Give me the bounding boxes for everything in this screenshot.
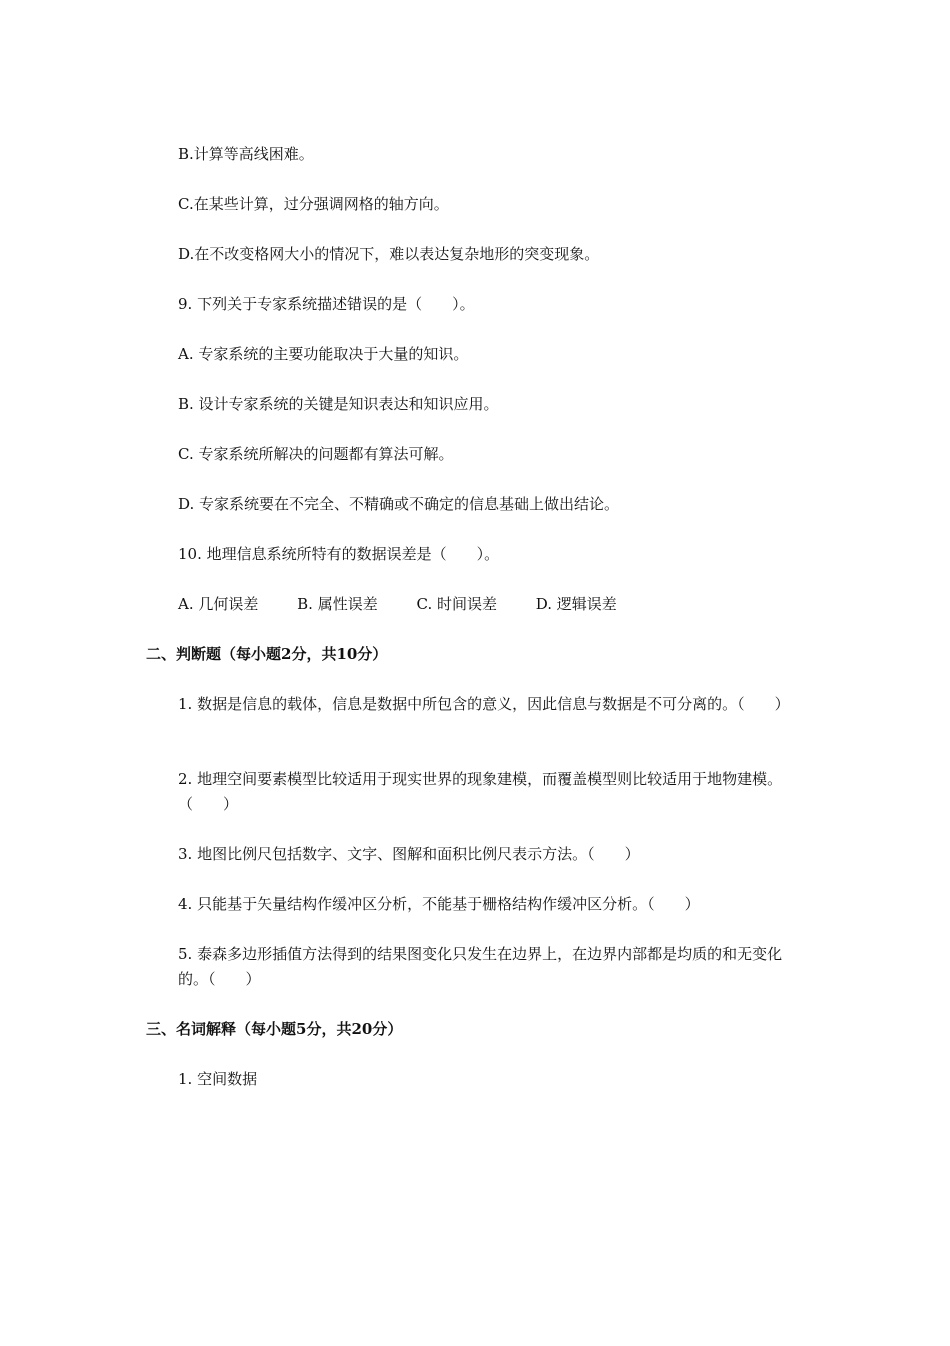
q10-option-a: A. 几何误差 [178, 595, 259, 613]
q10-option-d: D. 逻辑误差 [535, 595, 617, 613]
section2-item-2: 2. 地理空间要素模型比较适用于现实世界的现象建模，而覆盖模型则比较适用于地物建模。（ ） [178, 770, 783, 813]
section2-title: 二、判断题（每小题2分，共10分） [146, 645, 388, 663]
section3-title: 三、名词解释（每小题5分，共20分） [146, 1020, 403, 1038]
q9-option-a: A. 专家系统的主要功能取决于大量的知识。 [178, 345, 469, 363]
q9-option-c: C. 专家系统所解决的问题都有算法可解。 [178, 445, 454, 463]
q8-option-c: C.在某些计算，过分强调网格的轴方向。 [178, 195, 449, 213]
q10-stem: 10. 地理信息系统所特有的数据误差是（ ）。 [178, 545, 500, 563]
q9-option-b: B. 设计专家系统的关键是知识表达和知识应用。 [178, 395, 499, 413]
q10-options [178, 592, 617, 617]
q10-option-b: B. 属性误差 [297, 595, 378, 613]
q8-option-b: B.计算等高线困难。 [178, 145, 314, 163]
section2-item-1: 1. 数据是信息的载体，信息是数据中所包含的意义，因此信息与数据是不可分离的。（ ） [178, 695, 790, 713]
section3-item-1: 1. 空间数据 [178, 1070, 258, 1088]
section2-item-5: 5. 泰森多边形插值方法得到的结果图变化只发生在边界上，在边界内部都是均质的和无变化的。（ ） [178, 945, 783, 988]
section2-item-4: 4. 只能基于矢量结构作缓冲区分析，不能基于栅格结构作缓冲区分析。（ ） [178, 895, 700, 913]
q9-stem: 9. 下列关于专家系统描述错误的是（ ）。 [178, 295, 475, 313]
q9-option-d: D. 专家系统要在不完全、不精确或不确定的信息基础上做出结论。 [178, 495, 620, 513]
q8-option-d: D.在不改变格网大小的情况下，难以表达复杂地形的突变现象。 [178, 245, 600, 263]
q10-option-c: C. 时间误差 [416, 595, 497, 613]
section2-item-3: 3. 地图比例尺包括数字、文字、图解和面积比例尺表示方法。（ ） [178, 845, 640, 863]
